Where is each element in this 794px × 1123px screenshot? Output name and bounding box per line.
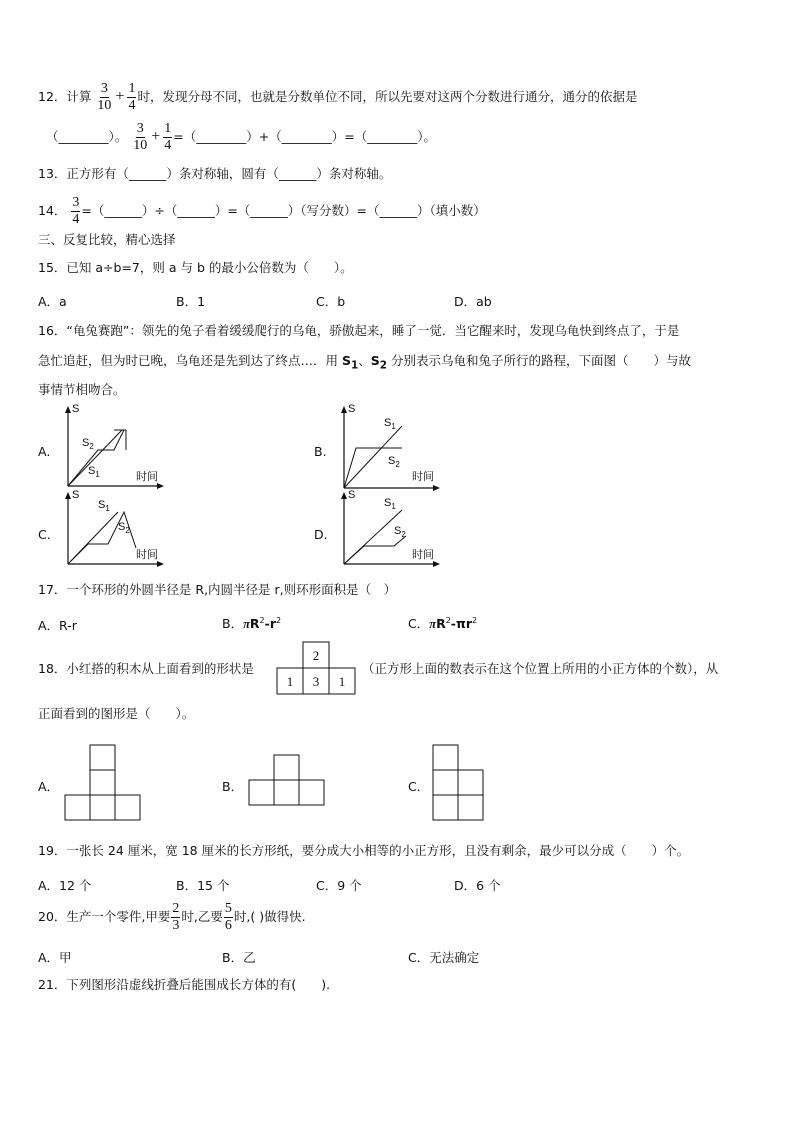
section-3-heading: 三、反复比较，精心选择	[38, 232, 176, 247]
label-s1: $S_1$	[88, 465, 100, 479]
fraction-3-10: $\frac{3}{10}$	[97, 81, 112, 113]
svg-text:时间: 时间	[136, 549, 158, 561]
q18-option-b-shape[interactable]	[248, 754, 326, 808]
svg-text:S: S	[348, 490, 356, 501]
q16-label-d[interactable]: D.	[314, 527, 328, 542]
q18-top-view-grid	[276, 641, 358, 695]
hare-line	[344, 536, 406, 564]
q16-line2: 急忙追赶，但为时已晚，乌龟还是先到达了终点…．用 $S_1$、$S_2$ 分别表示乌龟和兔子所行的路程，下面图（ ）与故	[38, 353, 692, 372]
fraction-2-3: $\frac{2}{3}$	[172, 901, 180, 933]
q18-label-b[interactable]: B．	[222, 779, 244, 794]
q16-graph-d[interactable]	[334, 490, 444, 572]
q18-line2: 正面看到的图形是（ ）。	[38, 706, 195, 721]
hare-line	[344, 448, 402, 488]
grid-cell-middle: 3	[312, 674, 320, 689]
fraction-3-10-b: $\frac{3}{10}$	[133, 121, 148, 153]
svg-text:时间: 时间	[412, 549, 434, 561]
q16-line1: 16．“龟兔赛跑”：领先的兔子看着缓缓爬行的乌龟，骄傲起来，睡了一觉．当它醒来时，发现乌龟快到终点了，于是	[38, 323, 680, 338]
q16-line3: 事情节相吻合。	[38, 382, 126, 397]
q20: 20．生产一个零件,甲要 $\frac{2}{3}$ 时,乙要 $\frac{5}{6}$ 时,( )做得快.	[38, 901, 306, 933]
q18-label-a[interactable]: A．	[38, 779, 60, 794]
q14	[38, 196, 486, 227]
q18-label-c[interactable]: C．	[408, 779, 430, 794]
q12-blank-basis[interactable]: （________）。	[46, 129, 128, 144]
q16-graph-c[interactable]	[58, 490, 168, 572]
q12-equation-blanks[interactable]: =（________）+（________）=（________）。	[173, 129, 436, 144]
fraction-3-4: $\frac{3}{4}$	[72, 195, 80, 227]
q21: 21．下列图形沿虚线折叠后能围成长方体的有( ).	[38, 977, 331, 992]
y-arrow	[65, 406, 71, 413]
svg-text:时间: 时间	[412, 471, 434, 483]
q15-option-b[interactable]: B．1	[176, 294, 206, 309]
q12-text: 时，发现分母不同，也就是分数单位不同，所以先要对这两个分数进行通分，通分的依据是	[137, 89, 638, 104]
q19: 19．一张长 24 厘米，宽 18 厘米的长方形纸，要分成大小相等的小正方形，且没有剩余，最少可以分成（ ）个。	[38, 843, 690, 858]
q15-option-c[interactable]: C．b	[316, 294, 346, 309]
q19-option-a[interactable]: A．12 个	[38, 878, 92, 893]
q18-line1-post: （正方形上面的数表示在这个位置上所用的小正方体的个数），从	[362, 661, 719, 676]
svg-text:S1: $S_1$	[98, 499, 110, 513]
axis-label-time: 时间	[136, 471, 158, 483]
q16-label-c[interactable]: C.	[38, 527, 51, 542]
q19-option-d[interactable]: D．6 个	[454, 878, 501, 893]
svg-text:S2: $S_2$	[388, 455, 400, 469]
q16-graph-b[interactable]	[334, 404, 444, 494]
q17: 17．一个环形的外圆半径是 R,内圆半径是 r,则环形面积是（ ）	[38, 582, 397, 597]
q19-option-c[interactable]: C．9 个	[316, 878, 362, 893]
fraction-1-4-b: $\frac{1}{4}$	[164, 121, 172, 153]
q14-blanks[interactable]: =（______）÷（______）=（______）（写分数）=（______）（填小数）	[81, 203, 486, 218]
q12-number: 12．	[38, 89, 67, 104]
q18-option-c-shape[interactable]	[432, 744, 486, 822]
axis-label-s: S	[72, 404, 80, 415]
q17-option-c[interactable]: C．$\pi R^2-\pi r^2$	[408, 615, 478, 631]
label-s2: $S_2$	[82, 437, 94, 451]
grid-cell-top: 2	[312, 648, 320, 663]
grid-cell-right: 1	[338, 674, 346, 689]
q20-option-a[interactable]: A．甲	[38, 950, 72, 965]
q12-prefix: 计算	[66, 89, 92, 104]
q18-line1-pre: 18．小红搭的积木从上面看到的形状是	[38, 661, 254, 676]
q19-option-b[interactable]: B．15 个	[176, 878, 230, 893]
grid-cell-left: 1	[286, 674, 294, 689]
q16-label-b[interactable]: B.	[314, 444, 327, 459]
fraction-1-4: $\frac{1}{4}$	[128, 81, 136, 113]
fraction-5-6: $\frac{5}{6}$	[224, 901, 232, 933]
q14-number: 14．	[38, 203, 67, 218]
svg-text:S1: $S_1$	[384, 417, 396, 431]
q20-option-b[interactable]: B．乙	[222, 950, 256, 965]
q12-line2: （________）。 $\frac{3}{10}$ + $\frac{1}{4}$ =（________）+（________）=（________）。	[46, 121, 436, 153]
svg-text:S2: $S_2$	[394, 525, 406, 539]
svg-text:S: S	[72, 490, 80, 501]
q17-option-b[interactable]: B．$\pi R^2-r^2$	[222, 615, 282, 631]
q15: 15．已知 a÷b=7，则 a 与 b 的最小公倍数为（ ）。	[38, 260, 353, 275]
svg-text:S1: $S_1$	[384, 497, 396, 511]
svg-text:S2: $S_2$	[118, 521, 130, 535]
q16-label-a[interactable]: A.	[38, 444, 51, 459]
x-arrow	[157, 483, 164, 489]
q17-option-a[interactable]: A．R-r	[38, 618, 77, 633]
q16-graph-a[interactable]	[58, 404, 168, 494]
q18-option-a-shape[interactable]	[64, 744, 142, 822]
q12-line1: 12．计算 $\frac{3}{10}$ + $\frac{1}{4}$ 时，发现分母不同，也就是分数单位不同，所以先要对这两个分数进行通分，通分的依据是	[38, 81, 638, 113]
hare-line	[68, 512, 136, 564]
q13: 13．正方形有（______）条对称轴，圆有（______）条对称轴。	[38, 166, 392, 181]
svg-text:S: S	[348, 404, 356, 415]
q20-option-c[interactable]: C．无法确定	[408, 950, 480, 965]
q15-option-a[interactable]: A．a	[38, 294, 67, 309]
q15-option-d[interactable]: D．ab	[454, 294, 492, 309]
